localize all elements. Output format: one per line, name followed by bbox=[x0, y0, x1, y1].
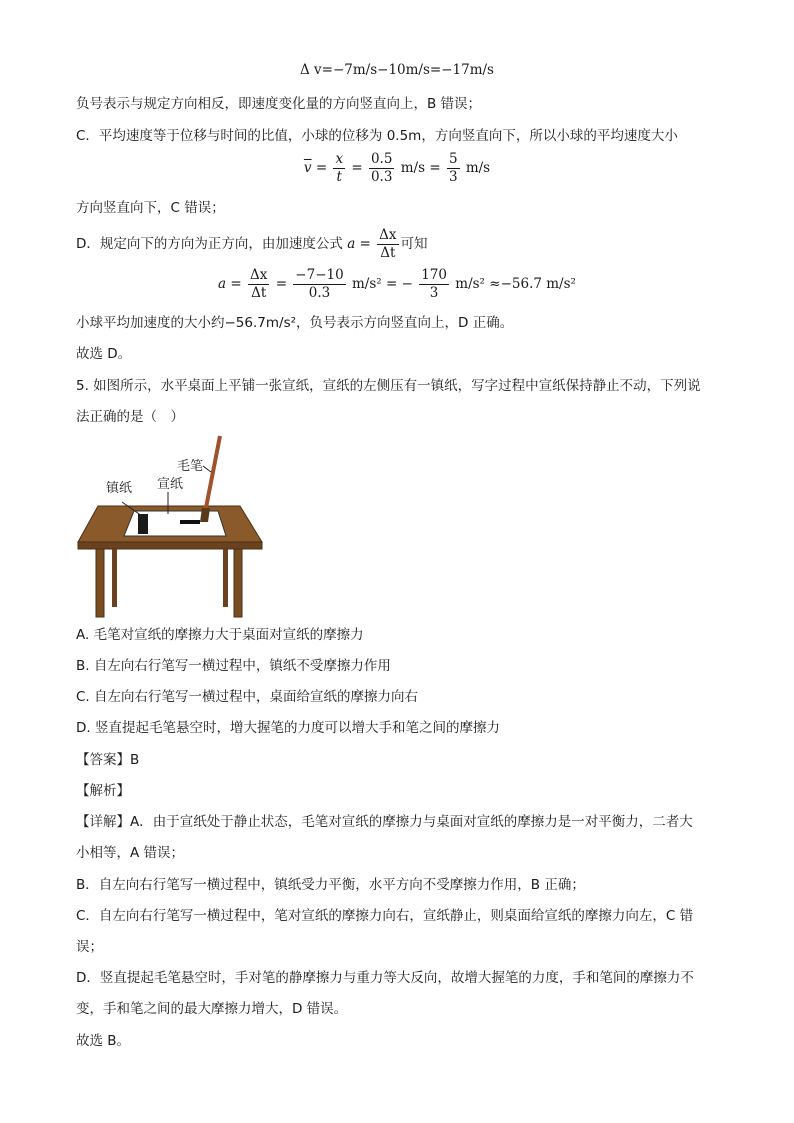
option-c: C. 自左向右行笔写一横过程中，桌面给宣纸的摩擦力向右 bbox=[76, 689, 419, 705]
detail-line: C．自左向右行笔写一横过程中，笔对宣纸的摩擦力向右，宣纸静止，则桌面给宣纸的摩擦力向左，C 错 bbox=[76, 908, 694, 924]
text-line: 方向竖直向下，C 错误； bbox=[76, 200, 225, 216]
option-a: A. 毛笔对宣纸的摩擦力大于桌面对宣纸的摩擦力 bbox=[76, 627, 364, 643]
text-line-formula: D．规定向下的方向为正方向，由加速度公式 a = $\frac{\Delta x}{\Delta t}$ 可知 bbox=[76, 226, 428, 261]
detail-line: D．竖直提起毛笔悬空时，手对笔的静摩擦力与重力等大反向，故增大握笔的力度，手和笔间的摩擦力不 bbox=[76, 970, 694, 986]
desk-figure bbox=[76, 432, 276, 622]
detail-line: 故选 B。 bbox=[76, 1033, 131, 1049]
detail-line: 误； bbox=[76, 939, 103, 955]
detail-line: B．自左向右行笔写一横过程中，镇纸受力平衡，水平方向不受摩擦力作用，B 正确； bbox=[76, 877, 585, 893]
text-line: 故选 D。 bbox=[76, 346, 132, 362]
answer-label: 【答案】B bbox=[76, 752, 140, 768]
text-line: 小球平均加速度的大小约−56.7m/s²，负号表示方向竖直向上，D 正确。 bbox=[76, 315, 514, 331]
paperweight-label: 镇纸 bbox=[106, 481, 133, 496]
brush-label: 毛笔 bbox=[177, 459, 204, 474]
avg-velocity-equation: $\overline{v}$ = $\frac{x}{t}$ = $\frac{0.5}{0.3}$ m/s = $\frac{5}{3}$ m/s bbox=[303, 151, 491, 185]
acceleration-equation: a = $\frac{\Delta x}{\Delta t}$ = $\frac{-7-10}{0.3}$ m/s² = − $\frac{170}{3}$ m/s² ≈−56.7 m/s² bbox=[218, 267, 576, 301]
text-line: C．平均速度等于位移与时间的比值，小球的位移为 0.5m，方向竖直向下，所以小球的平均速度大小 bbox=[76, 128, 678, 144]
desk-illustration bbox=[76, 432, 276, 622]
question-stem: 法正确的是（ ） bbox=[76, 409, 184, 425]
detail-line: 【详解】A．由于宣纸处于静止状态，毛笔对宣纸的摩擦力与桌面对宣纸的摩擦力是一对平衡力，二者大 bbox=[76, 814, 693, 830]
text-line: 负号表示与规定方向相反，即速度变化量的方向竖直向上，B 错误； bbox=[76, 96, 482, 112]
question-stem: 5. 如图所示，水平桌面上平铺一张宣纸，宣纸的左侧压有一镇纸，写字过程中宣纸保持静止不动，下列说 bbox=[76, 378, 701, 394]
detail-line: 小相等，A 错误； bbox=[76, 845, 185, 861]
rice-paper-label: 宣纸 bbox=[157, 477, 184, 492]
option-d: D. 竖直提起毛笔悬空时，增大握笔的力度可以增大手和笔之间的摩擦力 bbox=[76, 720, 500, 736]
analysis-label: 【解析】 bbox=[76, 783, 130, 799]
delta-v-equation: Δ v=−7m/s−10m/s=−17m/s bbox=[299, 62, 494, 78]
option-b: B. 自左向右行笔写一横过程中，镇纸不受摩擦力作用 bbox=[76, 658, 391, 674]
detail-line: 变，手和笔之间的最大摩擦力增大，D 错误。 bbox=[76, 1001, 348, 1017]
